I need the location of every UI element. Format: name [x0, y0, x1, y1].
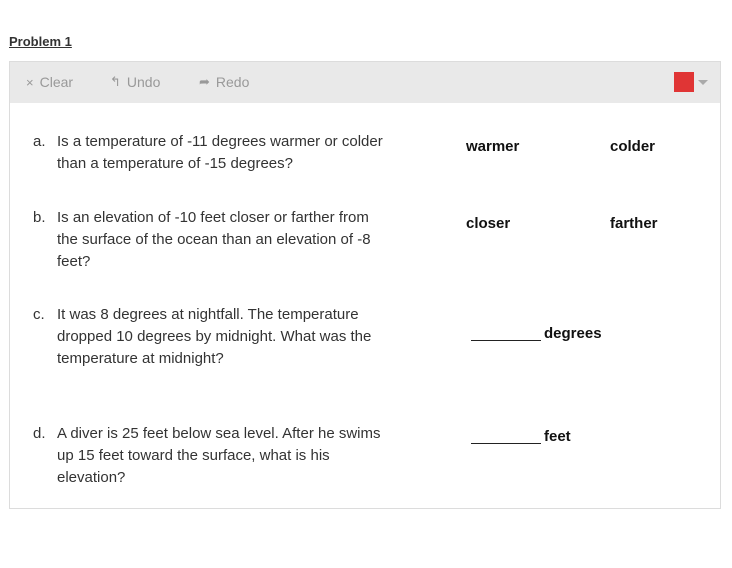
- question-text: Is an elevation of -10 feet closer or farther from the surface of the ocean than an elevation of -8 feet?: [57, 209, 371, 270]
- undo-icon: ↰: [110, 74, 121, 89]
- question-d: [33, 423, 383, 489]
- question-text: It was 8 degrees at nightfall. The temperature dropped 10 degrees by midnight. What was the temperature at midnight?: [57, 306, 372, 367]
- clear-label: Clear: [39, 74, 74, 90]
- option-closer[interactable]: closer: [466, 215, 511, 232]
- redo-label: Redo: [215, 74, 250, 90]
- question-letter: a.: [33, 133, 46, 150]
- question-letter: b.: [33, 209, 46, 226]
- clear-button[interactable]: [26, 73, 73, 91]
- problem-title: Problem 1: [9, 34, 72, 49]
- option-farther[interactable]: farther: [610, 215, 658, 232]
- close-icon: ×: [26, 74, 34, 90]
- question-b: [33, 207, 383, 273]
- color-swatch: [674, 72, 694, 92]
- option-colder[interactable]: colder: [610, 138, 656, 155]
- question-text: A diver is 25 feet below sea level. After he swims up 15 feet toward the surface, what is his elevation?: [57, 425, 381, 486]
- redo-icon: ➦: [199, 74, 210, 89]
- color-picker[interactable]: [674, 72, 708, 92]
- question-text: Is a temperature of -11 degrees warmer or colder than a temperature of -15 degrees?: [57, 133, 383, 172]
- redo-button[interactable]: [199, 73, 249, 91]
- option-warmer[interactable]: warmer: [466, 138, 520, 155]
- unit-degrees: degrees: [544, 325, 602, 342]
- question-letter: c.: [33, 306, 45, 323]
- problem-panel: [9, 61, 721, 509]
- question-c: [33, 304, 383, 370]
- undo-button[interactable]: [110, 73, 160, 91]
- question-letter: d.: [33, 425, 46, 442]
- answer-blank-feet[interactable]: [471, 443, 541, 444]
- answer-blank-degrees[interactable]: [471, 340, 541, 341]
- question-a: [33, 131, 383, 175]
- drawing-toolbar: [10, 62, 720, 103]
- chevron-down-icon: [698, 80, 708, 85]
- unit-feet: feet: [544, 428, 571, 445]
- undo-label: Undo: [126, 74, 161, 90]
